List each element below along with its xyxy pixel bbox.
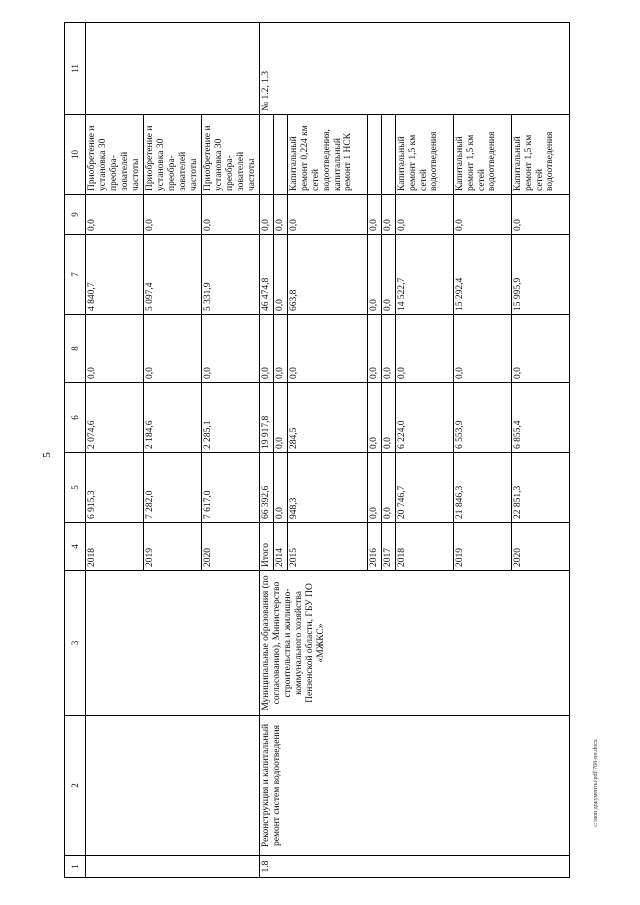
cell-result: Капитальный ремонт 1,5 км сетей водоотведения <box>453 115 511 195</box>
cell-col7: 4 840,7 <box>86 235 144 315</box>
cell-year: 2019 <box>144 523 202 571</box>
cell-year: 2015 <box>287 523 367 571</box>
cell-year: 2016 <box>367 523 381 571</box>
cell-result: Приобретение и установка 30 преобра-зователей частоты <box>202 115 260 195</box>
cell-col9: 0,0 <box>202 195 260 235</box>
cell-regional: 2 184,6 <box>144 383 202 453</box>
cell-total: 22 851,3 <box>511 453 569 523</box>
cell-year: 2018 <box>395 523 453 571</box>
cell-col7: 0,0 <box>367 235 381 315</box>
cell-indicator <box>86 23 260 115</box>
header-col-8: 8 <box>65 315 86 383</box>
header-col-2: 2 <box>65 716 86 856</box>
cell-col9: 0,0 <box>144 195 202 235</box>
cell-year: 2014 <box>273 523 287 571</box>
cell-col9: 0,0 <box>511 195 569 235</box>
header-col-3: 3 <box>65 571 86 716</box>
cell-regional: 19 917,8 <box>260 383 274 453</box>
cell-col7: 5 331,9 <box>202 235 260 315</box>
program-table <box>64 22 570 878</box>
cell-name <box>86 716 260 856</box>
cell-regional: 0,0 <box>273 383 287 453</box>
cell-col9: 0,0 <box>381 195 395 235</box>
cell-col8: 0,0 <box>260 315 274 383</box>
cell-col7: 663,8 <box>287 235 367 315</box>
cell-total: 0,0 <box>367 453 381 523</box>
header-col-4: 4 <box>65 523 86 571</box>
cell-col7: 14 522,7 <box>395 235 453 315</box>
cell-year: 2019 <box>453 523 511 571</box>
cell-total: 7 282,0 <box>144 453 202 523</box>
page-number: 5 <box>41 452 53 458</box>
cell-col9: 0,0 <box>273 195 287 235</box>
cell-result <box>260 115 274 195</box>
cell-total: 948,3 <box>287 453 367 523</box>
cell-col8: 0,0 <box>86 315 144 383</box>
cell-col8: 0,0 <box>144 315 202 383</box>
cell-total: 6 915,3 <box>86 453 144 523</box>
cell-total: 0,0 <box>381 453 395 523</box>
cell-result: Приобретение и установка 30 преобра-зователей частоты <box>86 115 144 195</box>
cell-result: Приобретение и установка 30 преобра-зователей частоты <box>144 115 202 195</box>
cell-col8: 0,0 <box>367 315 381 383</box>
cell-regional: 0,0 <box>381 383 395 453</box>
cell-col7: 0,0 <box>381 235 395 315</box>
header-col-9: 9 <box>65 195 86 235</box>
cell-total: 20 746,7 <box>395 453 453 523</box>
cell-col9: 0,0 <box>367 195 381 235</box>
footer-file-path: c:\мои документы\pdf\768-пп.docx <box>593 739 599 827</box>
cell-result <box>273 115 287 195</box>
cell-regional: 6 553,9 <box>453 383 511 453</box>
cell-regional: 284,5 <box>287 383 367 453</box>
cell-col9: 0,0 <box>260 195 274 235</box>
cell-year: 2020 <box>511 523 569 571</box>
header-col-7: 7 <box>65 235 86 315</box>
cell-col9: 0,0 <box>86 195 144 235</box>
cell-total: 0,0 <box>273 453 287 523</box>
cell-year: 2017 <box>381 523 395 571</box>
cell-indicator: № 1.2, 1.3 <box>260 23 570 115</box>
cell-col8: 0,0 <box>381 315 395 383</box>
cell-regional: 6 224,0 <box>395 383 453 453</box>
cell-regional: 6 855,4 <box>511 383 569 453</box>
cell-col8: 0,0 <box>287 315 367 383</box>
cell-col9: 0,0 <box>453 195 511 235</box>
cell-total: 66 392,6 <box>260 453 274 523</box>
cell-result <box>367 115 381 195</box>
header-col-6: 6 <box>65 383 86 453</box>
cell-col7: 15 292,4 <box>453 235 511 315</box>
header-col-10: 10 <box>65 115 86 195</box>
cell-executor <box>86 571 260 716</box>
cell-col7: 0,0 <box>273 235 287 315</box>
rotated-table-container <box>64 23 572 878</box>
cell-regional: 2 074,6 <box>86 383 144 453</box>
cell-col9: 0,0 <box>287 195 367 235</box>
cell-total: 21 846,3 <box>453 453 511 523</box>
cell-regional: 2 285,1 <box>202 383 260 453</box>
cell-col7: 46 474,8 <box>260 235 274 315</box>
cell-col8: 0,0 <box>202 315 260 383</box>
cell-year: 2018 <box>86 523 144 571</box>
cell-col8: 0,0 <box>453 315 511 383</box>
table-row <box>260 23 274 878</box>
header-row <box>65 23 86 878</box>
cell-regional: 0,0 <box>367 383 381 453</box>
cell-result <box>381 115 395 195</box>
cell-executor: Муниципальные образования (по согласованию), Министерство строительства и жилищно-коммунального хозяйства Пензенской области, ГБУ ПО «МЖКС» <box>260 571 570 716</box>
cell-year: Итого <box>260 523 274 571</box>
table-row <box>86 23 144 878</box>
cell-col8: 0,0 <box>511 315 569 383</box>
cell-num: 1.8 <box>260 856 570 878</box>
cell-result: Капитальный ремонт 0,224 км сетей водоотведения, капитальный ремонт 1 НСК <box>287 115 367 195</box>
cell-result: Капитальный ремонт 1,5 км сетей водоотведения <box>395 115 453 195</box>
cell-col7: 15 995,9 <box>511 235 569 315</box>
cell-col8: 0,0 <box>273 315 287 383</box>
cell-result: Капитальный ремонт 1,5 км сетей водоотведения <box>511 115 569 195</box>
cell-total: 7 617,0 <box>202 453 260 523</box>
cell-col9: 0,0 <box>395 195 453 235</box>
header-col-11: 11 <box>65 23 86 115</box>
cell-name: Реконструкция и капитальный ремонт систем водоотведения <box>260 716 570 856</box>
cell-col7: 5 097,4 <box>144 235 202 315</box>
cell-num <box>86 856 260 878</box>
header-col-5: 5 <box>65 453 86 523</box>
cell-col8: 0,0 <box>395 315 453 383</box>
header-col-1: 1 <box>65 856 86 878</box>
cell-year: 2020 <box>202 523 260 571</box>
